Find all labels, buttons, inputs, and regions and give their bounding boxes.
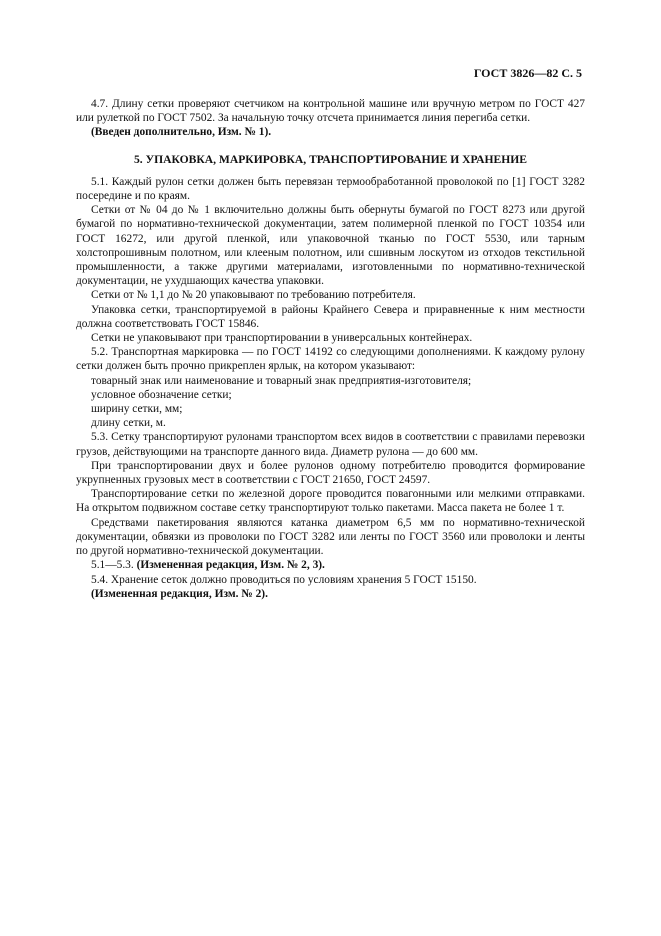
paragraph-5-1-far-north: Упаковка сетки, транспортируемой в районы Крайнего Севера и приравненные к ним местности должна соответствовать ГОСТ 15846. (76, 303, 585, 330)
paragraph-5-3-consolidation: При транспортировании двух и более рулонов одному потребителю проводится формирование укрупненных грузовых мест в соответствии с ГОСТ 21650, ГОСТ 24597. (76, 459, 585, 487)
section-5-heading: 5. УПАКОВКА, МАРКИРОВКА, ТРАНСПОРТИРОВАНИЕ И ХРАНЕНИЕ (133, 152, 528, 166)
body-text (76, 97, 585, 601)
paragraph-5-3: 5.3. Сетку транспортируют рулонами транспортом всех видов в соответствии с правилами перевозки грузов, действующими на транспорте данного вида. Диаметр рулона — до 600 мм. (76, 431, 585, 458)
label-list-item: длину сетки, м. (91, 417, 166, 430)
label-list-item: условное обозначение сетки; (91, 388, 232, 401)
paragraph-5-3-packaging-means: Средствами пакетирования являются катанка диаметром 6,5 мм по нормативно-технической документации, обвязки из проволоки по ГОСТ 3282 или ленты по ГОСТ 3560 или проволоки и ленты по другой нормативно-технической документации. (76, 516, 585, 558)
paragraph-5-4: 5.4. Хранение сеток должно проводиться по условиям хранения 5 ГОСТ 15150. (91, 573, 477, 586)
amendment-note-text: (Измененная редакция, Изм. № 2, 3). (136, 559, 325, 572)
paragraph-5-1: 5.1. Каждый рулон сетки должен быть перевязан термообработанной проволокой по [1] ГОСТ 3282 посередине и по краям. (76, 175, 585, 203)
paragraph-5-1-containers: Сетки не упаковывают при транспортировании в универсальных контейнерах. (91, 332, 473, 345)
clause-range: 5.1—5.3. (91, 559, 134, 572)
label-list-item: ширину сетки, мм; (91, 403, 183, 416)
paragraph-5-2: 5.2. Транспортная маркировка — по ГОСТ 14192 со следующими дополнениями. К каждому рулону сетки должен быть прочно прикреплен ярлык, на котором указывают: (76, 346, 585, 373)
amendment-note-5-4: (Измененная редакция, Изм. № 2). (91, 587, 268, 600)
paragraph-5-3-railway: Транспортирование сетки по железной дороге проводится повагонными или мелкими отправками. На открытом подвижном составе сетку транспортируют только пакетами. Масса пакета не более 1 т. (76, 488, 585, 515)
label-list-item: товарный знак или наименование и товарный знак предприятия-изготовителя; (91, 374, 472, 387)
running-head: ГОСТ 3826—82 С. 5 (473, 66, 582, 80)
paragraph-5-1-on-request: Сетки от № 1,1 до № 20 упаковывают по требованию потребителя. (91, 289, 416, 302)
amendment-note-4-7: (Введен дополнительно, Изм. № 1). (91, 126, 272, 139)
amendment-note-5-1-5-3 (76, 558, 585, 572)
paragraph-5-1-wrapping: Сетки от № 04 до № 1 включительно должны быть обернуты бумагой по ГОСТ 8273 или другой бумагой по нормативно-технической документации, затем полимерной пленкой по ГОСТ 10354 или ГОСТ 16272, или другой пленкой, или упаковочной тканью по ГОСТ 5530, или тарным холстопрошивным полотном, или клееным полотном, или сшивным лоскутом из отходов текстильной промышленности, а также другими материалами, изготовленными по нормативно-технической документации, не ухудшающих качества упаковки. (76, 204, 585, 288)
paragraph-4-7: 4.7. Длину сетки проверяют счетчиком на контрольной машине или вручную метром по ГОСТ 427 или рулеткой по ГОСТ 7502. За начальную точку отсчета принимается линия перегиба сетки. (76, 98, 585, 125)
